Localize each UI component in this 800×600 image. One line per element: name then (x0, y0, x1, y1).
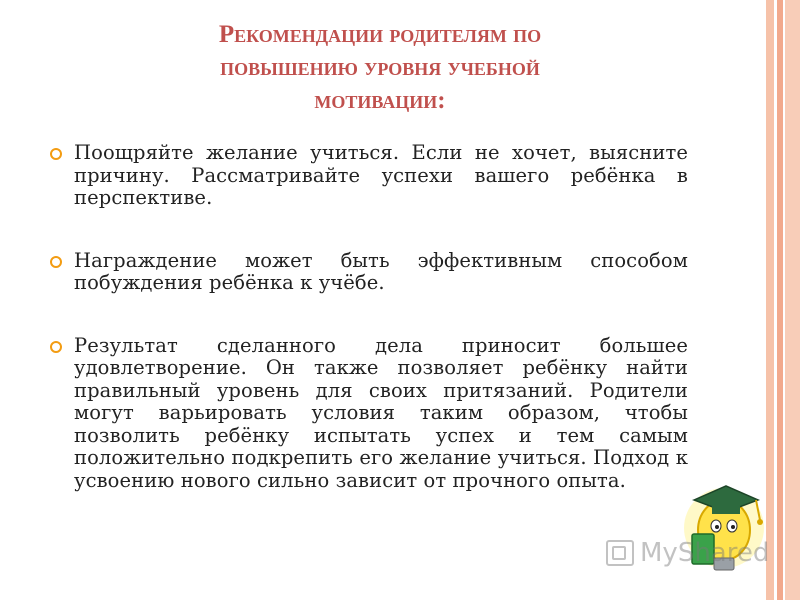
slide-title (80, 18, 680, 117)
list-item (48, 335, 688, 493)
bullet-list (48, 142, 688, 492)
bullet-text: Награждение может быть эффективным способом побуждения ребёнка к учёбе. (74, 248, 688, 294)
ring-bullet-icon (50, 148, 62, 160)
slide-title-line-1: Рекомендации родителям по (218, 21, 542, 48)
list-item (48, 250, 688, 295)
bullet-text: Поощряйте желание учиться. Если не хочет, выясните причину. Рассматривайте успехи вашего ребёнка в перспективе. (74, 141, 688, 209)
myshared-logo-icon (606, 540, 634, 566)
myshared-watermark (606, 538, 769, 568)
slide-title-line-3: мотивации: (314, 87, 446, 114)
slide-title-line-2: повышению уровня учебной (220, 54, 540, 81)
bullet-text: Результат сделанного дела приносит большее удовлетворение. Он также позволяет ребёнку найти правильный уровень для своих притязаний. Родители могут варьировать условия таким образом, чтобы позволить ребёнку испытать успех и тем самым положительно подкрепить его желание учиться. Подход к усвоению нового сильно зависит от прочного опыта. (74, 333, 688, 492)
ring-bullet-icon (50, 341, 62, 353)
watermark-text: MyShared (640, 538, 770, 568)
list-item (48, 142, 688, 210)
ring-bullet-icon (50, 256, 62, 268)
